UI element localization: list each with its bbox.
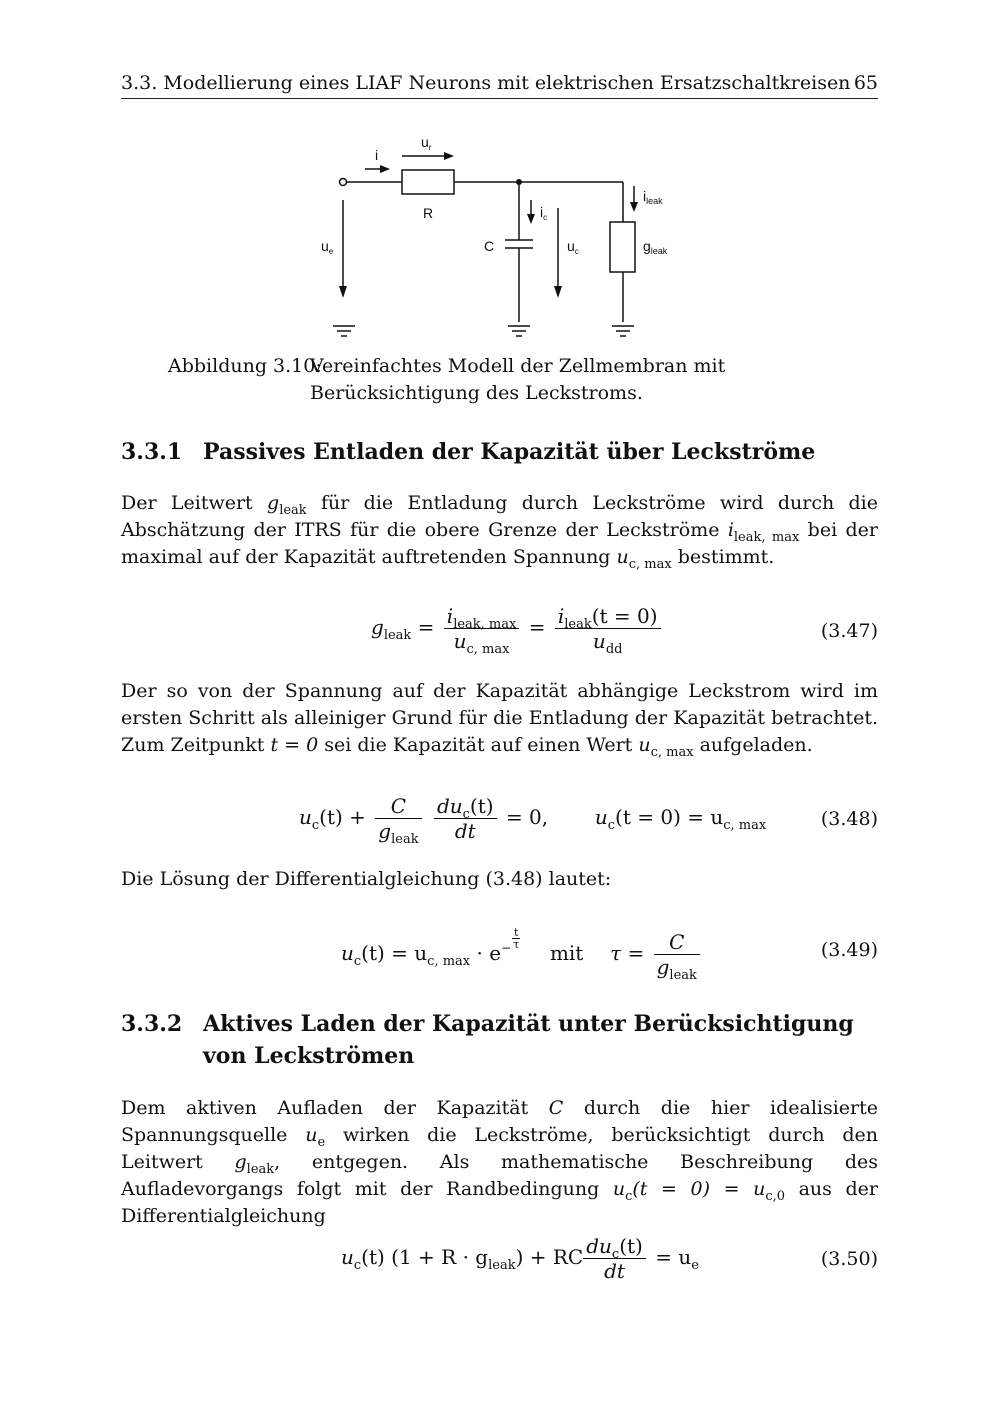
- fraction: $\frac{C}{g_{leak}}$: [375, 794, 421, 843]
- equation-number: (3.48): [820, 808, 878, 830]
- svg-text:ileak: [643, 188, 663, 206]
- circuit-diagram: [300, 128, 700, 343]
- section-title: Passives Entladen der Kapazität über Leckströme: [203, 439, 816, 465]
- running-header: [121, 70, 878, 99]
- fraction: $\frac{du_c(t)}{dt}$: [583, 1234, 646, 1283]
- page-number: 65: [853, 72, 878, 94]
- caption-label: Abbildung 3.10:: [168, 355, 322, 377]
- resistor-symbol: [402, 170, 454, 194]
- label-voltage-e-sub: e: [328, 247, 334, 256]
- header-section-title: 3.3. Modellierung eines LIAF Neurons mit elektrischen Ersatzschaltkreisen: [121, 72, 851, 94]
- figure-caption: [168, 353, 848, 407]
- exponent-fraction: $\frac{t}{\tau}$: [513, 926, 520, 951]
- section-number: 3.3.1: [121, 439, 183, 465]
- label-current-in: i: [375, 147, 379, 163]
- svg-text:uc: [567, 238, 579, 256]
- conductance-symbol: [610, 222, 635, 272]
- section-title: Aktives Laden der Kapazität unter Berücksichtigung von Leckströmen: [203, 1011, 854, 1069]
- input-terminal: [340, 179, 347, 186]
- fraction: $\frac{i_{leak}(t = 0)}{u_{dd}}$: [555, 604, 661, 653]
- label-current-leak: i: [643, 188, 647, 204]
- label-current-leak-sub: leak: [646, 196, 663, 206]
- equation-number: (3.50): [820, 1248, 878, 1270]
- label-voltage-r-sub: r: [428, 143, 432, 152]
- paragraph-solution: Die Lösung der Differentialgleichung (3.48) lautet:: [121, 868, 612, 890]
- label-conductance: g: [643, 238, 651, 254]
- section-number: 3.3.2: [121, 1011, 183, 1037]
- label-voltage-c-sub: c: [574, 247, 579, 256]
- label-voltage-c: u: [567, 238, 575, 254]
- label-capacitor: C: [484, 238, 495, 254]
- svg-text:gleak: [643, 238, 668, 256]
- label-current-c: i: [540, 204, 544, 220]
- equation-3-49: $u_c(t) = u_{c, max} \cdot e^{- \frac{t}{\tau}}$ mit τ = $\frac{C}{g_{leak}}$ (3.49): [341, 926, 878, 983]
- svg-text:ue: [321, 238, 334, 256]
- equation-3-47: $g_{leak}$ = $\frac{i_{leak, max}}{u_{c, max}}$ = $\frac{i_{leak}(t = 0)}{u_{dd}}$ (3.47): [371, 604, 878, 657]
- section-heading-3-3-1: [121, 436, 881, 468]
- caption-text: Vereinfachtes Modell der Zellmembran mit Berücksichtigung des Leckstroms.: [310, 355, 726, 404]
- label-conductance-sub: leak: [650, 246, 668, 256]
- equation-number: (3.49): [820, 939, 878, 961]
- fraction: $\frac{C}{g_{leak}}$: [654, 930, 700, 979]
- label-resistor: R: [423, 205, 434, 221]
- equation-3-50: $u_c(t) (1 + R \cdot g_{leak})$ + RC $\frac{du_c(t)}{dt}$ = $u_e$ (3.50): [341, 1234, 878, 1283]
- fraction: $\frac{du_c(t)}{dt}$: [434, 794, 497, 843]
- paragraph-discharge: Der so von der Spannung auf der Kapazität abhängige Leckstrom wird im ersten Schritt als alleiniger Grund für die Entladung der Kapazität betrachtet. Zum Zeitpunkt t = 0 sei die Kapazität auf einen Wert $u_{c, max}$ aufgeladen.: [121, 680, 878, 760]
- junction-node: [516, 179, 522, 185]
- paragraph-active-charging: Dem aktiven Aufladen der Kapazität C durch die hier idealisierte Spannungsquelle $u_e$ wirken die Leckströme, berücksichtigt durch den Leitwert $g_{leak}$, entgegen. Als mathematische Beschreibung des Aufladevorgangs folgt mit der Randbedingung $u_c(t = 0) = u_{c,0}$ aus der Differentialgleichung: [121, 1097, 879, 1227]
- label-current-c-sub: c: [543, 213, 548, 222]
- label-voltage-r: u: [421, 134, 429, 150]
- fraction: $\frac{i_{leak, max}}{u_{c, max}}$: [444, 604, 520, 653]
- svg-text:ic: [540, 204, 547, 222]
- section-heading-3-3-2: [121, 1008, 881, 1072]
- paragraph-leak-conductance: Der Leitwert $g_{leak}$ für die Entladung durch Leckströme wird durch die Abschätzung der ITRS für die obere Grenze der Leckströme $i_{leak, max}$ bei der maximal auf der Kapazität auftretenden Spannung $u_{c, max}$ bestimmt.: [121, 492, 879, 572]
- equation-number: (3.47): [820, 620, 878, 642]
- label-voltage-e: u: [321, 238, 329, 254]
- equation-3-48: $u_c(t)$ + $\frac{C}{g_{leak}}$ $\frac{du_c(t)}{dt}$ = 0, $u_c(t = 0) = u_{c, max}$ (3.48): [299, 794, 878, 847]
- svg-text:ur: [421, 134, 432, 152]
